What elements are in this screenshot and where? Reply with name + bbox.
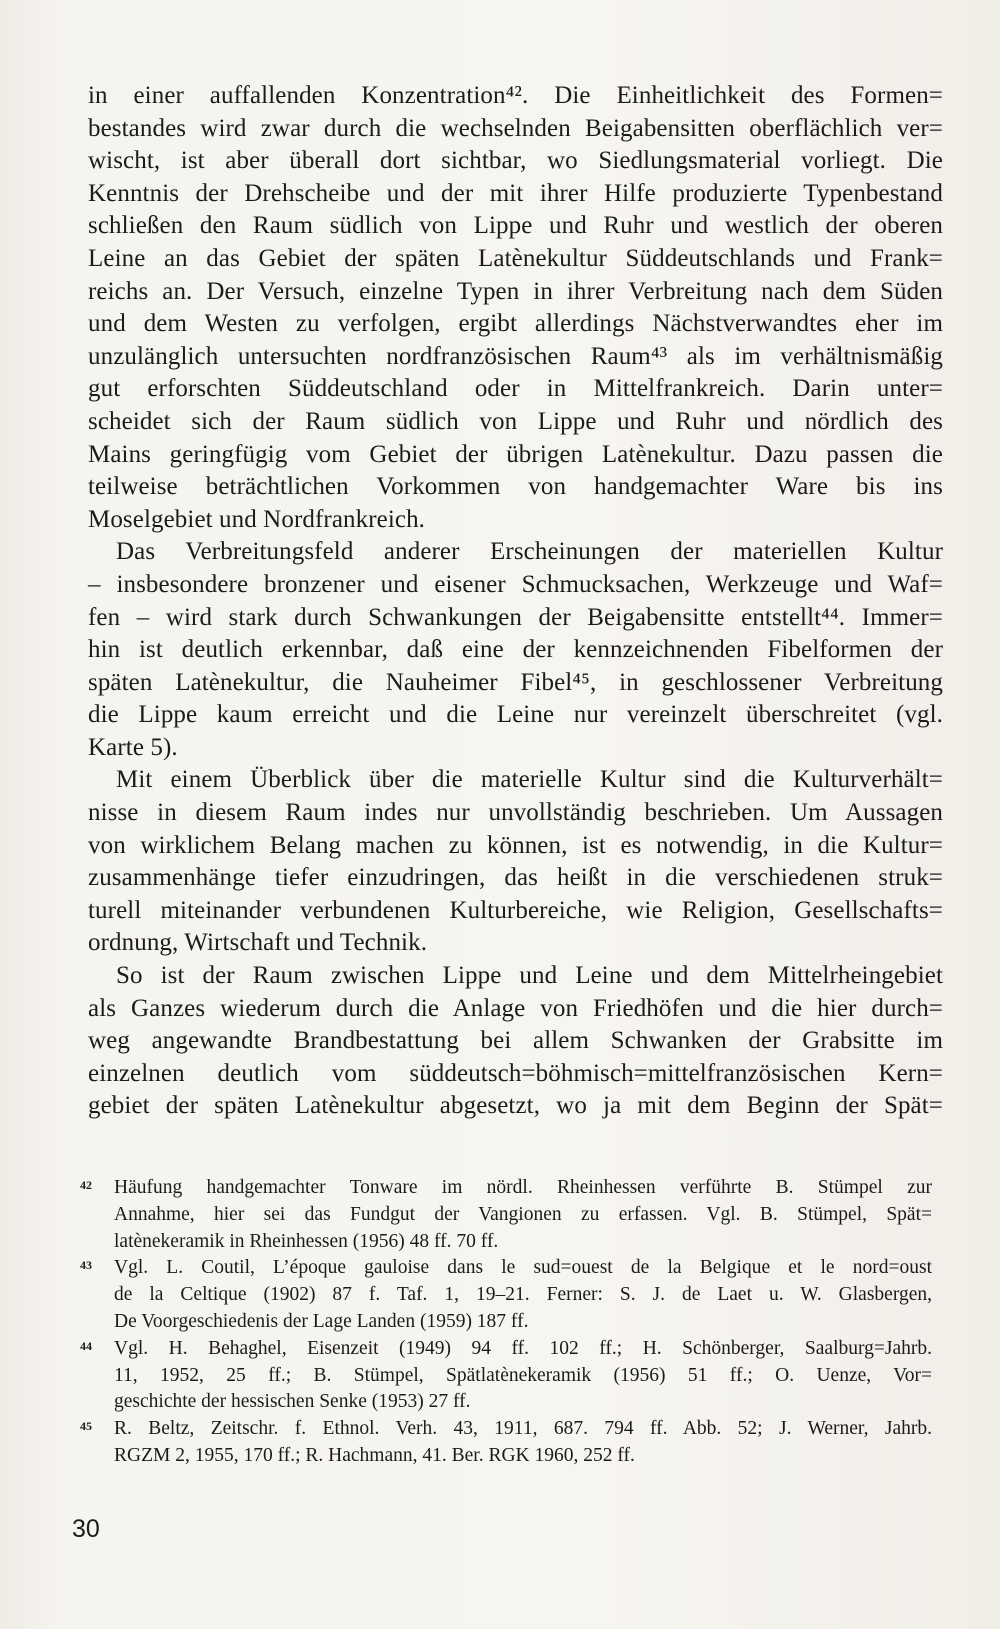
footnote-line: RGZM 2, 1955, 170 ff.; R. Hachmann, 41. Ber. RGK 1960, 252 ff. xyxy=(114,1444,635,1466)
text-line: von wirklichem Belang machen zu können, ist es notwendig, in die Kultur= xyxy=(88,831,943,859)
footnote-line: 11, 1952, 25 ff.; B. Stümpel, Spätlatènekeramik (1956) 51 ff.; O. Uenze, Vor= xyxy=(114,1364,932,1386)
footnote-line: latènekeramik in Rheinhessen (1956) 48 ff. 70 ff. xyxy=(114,1230,499,1252)
text-line: nisse in diesem Raum indes nur unvollständig beschrieben. Um Aussagen xyxy=(88,799,943,827)
text-line: So ist der Raum zwischen Lippe und Leine und dem Mittelrheingebiet xyxy=(116,962,943,990)
footnote-line: Häufung handgemachter Tonware im nördl. Rheinhessen verführte B. Stümpel zur xyxy=(114,1177,932,1198)
footnote-line: de la Celtique (1902) 87 f. Taf. 1, 19–21. Ferner: S. J. de Laet u. W. Glasbergen, xyxy=(114,1284,932,1306)
footnote-text xyxy=(114,1175,932,1255)
text-line: hin ist deutlich erkennbar, daß eine der kennzeichnenden Fibelformen der xyxy=(88,636,943,664)
footnote-45 xyxy=(80,1416,932,1470)
text-line: einzelnen deutlich vom süddeutsch=böhmisch=mittelfranzösischen Kern= xyxy=(88,1059,943,1087)
body-text xyxy=(88,80,943,1123)
text-line: Moselgebiet und Nordfrankreich. xyxy=(88,505,426,533)
text-line: Mit einem Überblick über die materielle Kultur sind die Kulturverhält= xyxy=(116,766,943,794)
text-line: – insbesondere bronzener und eisener Schmucksachen, Werkzeuge und Waf= xyxy=(88,570,943,598)
footnote-line: Vgl. H. Behaghel, Eisenzeit (1949) 94 ff. 102 ff.; H. Schönberger, Saalburg=Jahrb. xyxy=(114,1337,932,1359)
text-line: teilweise beträchtlichen Vorkommen von handgemachter Ware bis ins xyxy=(88,473,943,501)
footnote-text xyxy=(114,1336,932,1416)
text-line: Mains geringfügig vom Gebiet der übrigen Latènekultur. Dazu passen die xyxy=(88,440,943,468)
footnote-line: geschichte der hessischen Senke (1953) 27 ff. xyxy=(114,1391,471,1413)
text-line: Karte 5). xyxy=(88,733,178,761)
footnote-text xyxy=(114,1416,932,1470)
text-line: weg angewandte Brandbestattung bei allem Schwanken der Grabsitte im xyxy=(88,1027,943,1055)
paragraph-3 xyxy=(88,764,943,960)
text-line: späten Latènekultur, die Nauheimer Fibel⁴⁵, in geschlossener Verbreitung xyxy=(88,668,943,696)
footnotes xyxy=(80,1175,932,1470)
text-line: schließen den Raum südlich von Lippe und Ruhr und westlich der oberen xyxy=(88,212,943,240)
footnote-42 xyxy=(80,1175,932,1255)
footnote-text xyxy=(114,1255,932,1335)
text-line: Das Verbreitungsfeld anderer Erscheinungen der materiellen Kultur xyxy=(116,538,943,566)
footnote-line: R. Beltz, Zeitschr. f. Ethnol. Verh. 43, 1911, 687. 794 ff. Abb. 52; J. Werner, Jahrb. xyxy=(114,1418,932,1440)
text-line: die Lippe kaum erreicht und die Leine nur vereinzelt überschreitet (vgl. xyxy=(88,701,943,729)
text-line: Kenntnis der Drehscheibe und der mit ihrer Hilfe produzierte Typenbestand xyxy=(88,179,943,207)
text-line: zusammenhänge tiefer einzudringen, das heißt in die verschiedenen struk= xyxy=(88,864,943,892)
text-line: wischt, ist aber überall dort sichtbar, wo Siedlungsmaterial vorliegt. Die xyxy=(88,147,943,175)
text-line: gebiet der späten Latènekultur abgesetzt, wo ja mit dem Beginn der Spät= xyxy=(88,1092,943,1120)
page-number: 30 xyxy=(72,1515,100,1543)
footnote-number: 45 xyxy=(80,1419,92,1434)
text-line: gut erforschten Süddeutschland oder in Mittelfrankreich. Darin unter= xyxy=(88,375,943,403)
footnote-number: 44 xyxy=(80,1338,92,1353)
paragraph-4 xyxy=(88,960,943,1123)
text-line: fen – wird stark durch Schwankungen der Beigabensitte entstellt⁴⁴. Immer= xyxy=(88,603,943,631)
text-line: scheidet sich der Raum südlich von Lippe und Ruhr und nördlich des xyxy=(88,407,943,435)
text-line: und dem Westen zu verfolgen, ergibt allerdings Nächstverwandtes eher im xyxy=(88,310,943,338)
text-line: unzulänglich untersuchten nordfranzösischen Raum⁴³ als im verhältnismäßig xyxy=(88,342,943,370)
text-line: in einer auffallenden Konzentration⁴². Die Einheitlichkeit des Formen= xyxy=(88,82,943,109)
text-line: ordnung, Wirtschaft und Technik. xyxy=(88,929,428,957)
footnote-line: Vgl. L. Coutil, L’époque gauloise dans le sud=ouest de la Belgique et le nord=oust xyxy=(114,1257,932,1279)
text-line: turell miteinander verbundenen Kulturbereiche, wie Religion, Gesellschafts= xyxy=(88,896,943,924)
paragraph-1 xyxy=(88,80,943,536)
text-line: Leine an das Gebiet der späten Latènekultur Süddeutschlands und Frank= xyxy=(88,244,943,272)
text-line: reichs an. Der Versuch, einzelne Typen in ihrer Verbreitung nach dem Süden xyxy=(88,277,943,305)
text-line: bestandes wird zwar durch die wechselnden Beigabensitten oberflächlich ver= xyxy=(88,114,943,142)
footnote-number: 42 xyxy=(80,1178,92,1192)
text-line: als Ganzes wiederum durch die Anlage von Friedhöfen und die hier durch= xyxy=(88,994,943,1022)
footnote-44 xyxy=(80,1336,932,1416)
footnote-line: Annahme, hier sei das Fundgut der Vangionen zu erfassen. Vgl. B. Stümpel, Spät= xyxy=(114,1203,932,1225)
paragraph-2 xyxy=(88,536,943,764)
footnote-line: De Voorgeschiedenis der Lage Landen (1959) 187 ff. xyxy=(114,1310,529,1332)
footnote-number: 43 xyxy=(80,1258,92,1273)
footnote-43 xyxy=(80,1255,932,1335)
